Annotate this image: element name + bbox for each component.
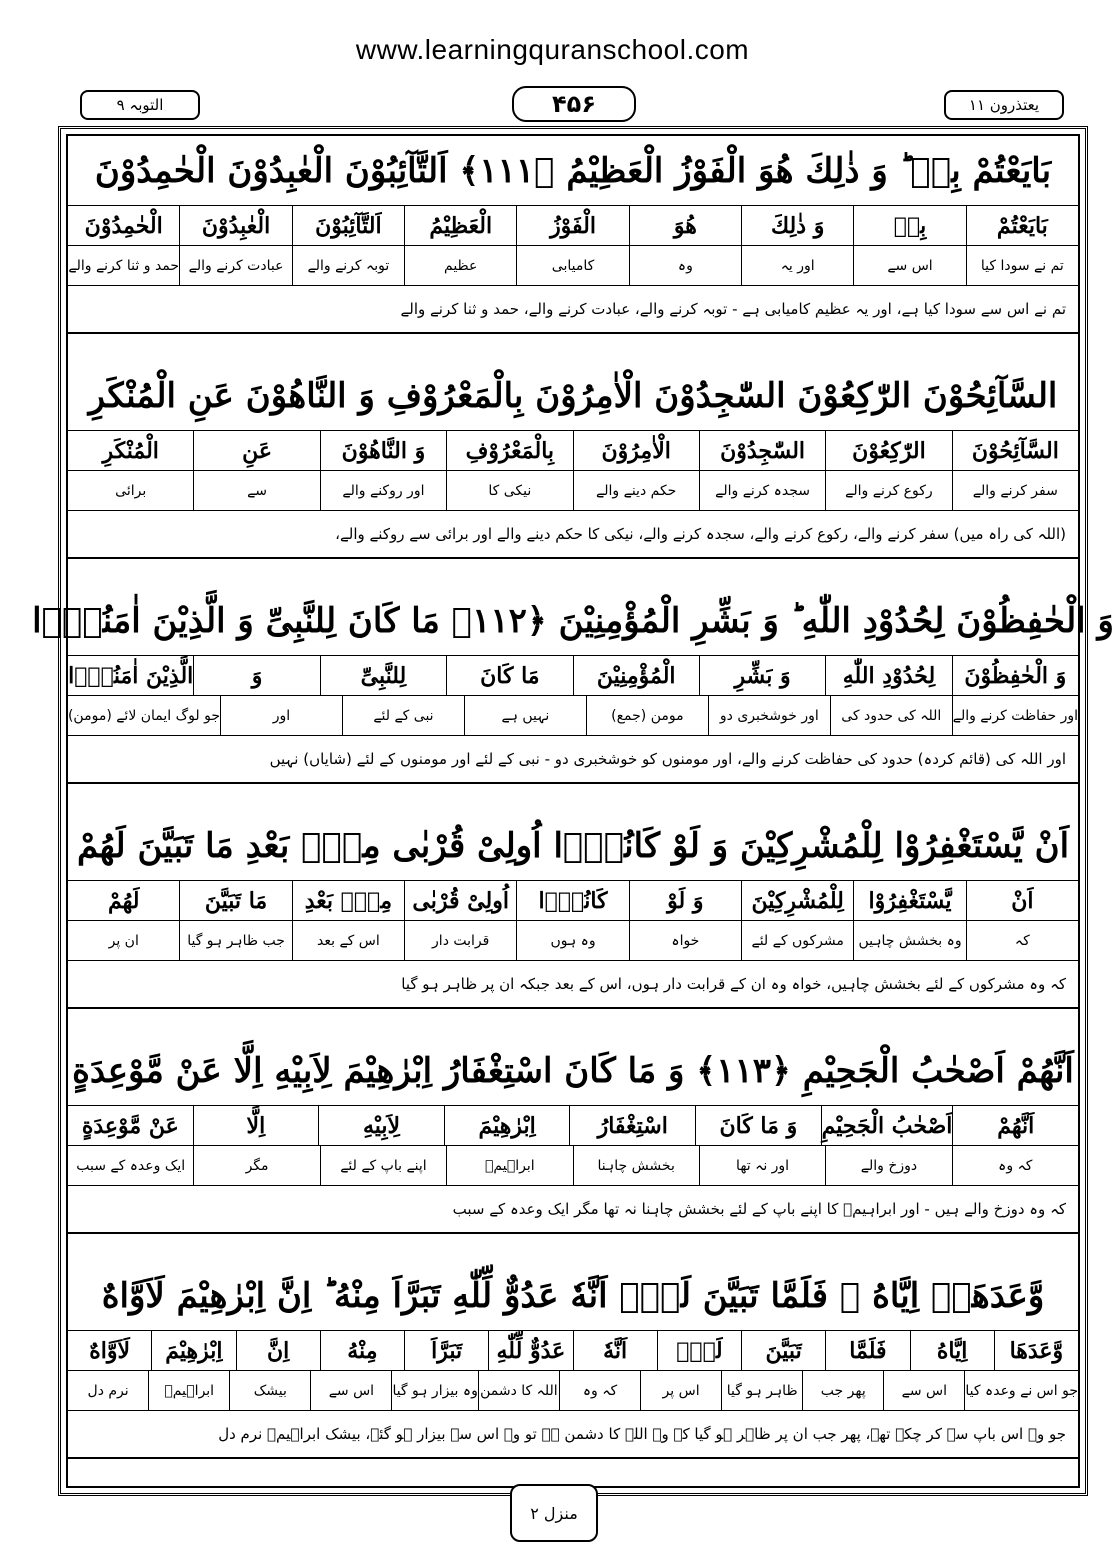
arabic-word: بِهٖ [853, 206, 965, 245]
word-meaning: عظیم [404, 246, 516, 285]
arabic-verse: وَّعَدَهَاۤ اِيَّاهُ ۚ فَلَمَّا تَبَيَّنَ لَهٗۤ اَنَّهٗ عَدُوٌّ لِّلّٰهِ تَبَرَّاَ مِنْهُ ؕ اِنَّ اِبْرٰهِيْمَ لَاَوَّاهٌ [68, 1261, 1078, 1331]
word-meaning: اس سے [883, 1371, 964, 1410]
arabic-word: تَبَرَّاَ [404, 1331, 488, 1370]
arabic-word: مَا تَبَيَّنَ [179, 881, 291, 920]
word-meaning: اور حفاظت کرنے والے [952, 696, 1078, 735]
word-meaning: برائی [115, 482, 147, 499]
word-row [68, 431, 1078, 471]
arabic-word: بَايَعْتُمْ [966, 206, 1078, 245]
word-meaning: اس پر [640, 1371, 721, 1410]
arabic-verse: بَايَعْتُمْ بِهٖ ؕ وَ ذٰلِكَ هُوَ الْفَوْزُ الْعَظِيْمُ ﴿۱۱۱﴾ اَلتَّآئِبُوْنَ الْعٰبِدُوْنَ الْحٰمِدُوْنَ [68, 136, 1078, 206]
arabic-word: اِنَّ [236, 1331, 320, 1370]
arabic-word: وَ بَشِّرِ [699, 656, 825, 695]
arabic-word: اسْتِغْفَارُ [569, 1106, 695, 1145]
word-meaning: ایک وعدہ کے سبب [76, 1157, 186, 1174]
arabic-word: وَ الْحٰفِظُوْنَ [952, 656, 1078, 695]
word-meaning: کامیابی [516, 246, 628, 285]
meaning-row [68, 921, 1078, 961]
word-meaning: اور خوشخبری دو [708, 696, 830, 735]
word-meaning: سفر کرنے والے [952, 471, 1078, 510]
arabic-word: اِيَّاهُ [910, 1331, 994, 1370]
arabic-word: بِالْمَعْرُوْفِ [446, 431, 572, 470]
arabic-word: وَ النَّاهُوْنَ [320, 431, 446, 470]
arabic-word: تَبَيَّنَ [741, 1331, 825, 1370]
arabic-word: هُوَ [629, 206, 741, 245]
arabic-word: اَنْ [966, 881, 1078, 920]
arabic-word: الْعَظِيْمُ [404, 206, 516, 245]
arabic-word: اُولِىْ قُرْبٰى [404, 881, 516, 920]
word-meaning: اور نہ تھا [699, 1146, 825, 1185]
arabic-word: عَنِ [193, 431, 319, 470]
word-meaning: سجدہ کرنے والے [699, 471, 825, 510]
arabic-word: اَصْحٰبُ الْجَحِيْمِ [821, 1106, 953, 1145]
arabic-word: كَانُوْۤا [516, 881, 628, 920]
word-meaning: سے [193, 471, 319, 510]
arabic-word: لِحُدُوْدِ اللّٰهِ [825, 656, 951, 695]
word-meaning: جو لوگ ایمان لائے (مومن) [67, 707, 221, 724]
word-meaning: کہ وہ [559, 1371, 640, 1410]
word-row [68, 1331, 1078, 1371]
word-meaning: اپنے باپ کے لئے [320, 1146, 446, 1185]
word-meaning: مشرکوں کے لئے [741, 921, 853, 960]
word-meaning: اس کے بعد [292, 921, 404, 960]
website-url: www.learningquranschool.com [355, 34, 750, 65]
arabic-word: وَ ذٰلِكَ [741, 206, 853, 245]
arabic-word: اَلتَّآئِبُوْنَ [292, 206, 404, 245]
word-meaning: اور یہ [741, 246, 853, 285]
word-meaning: کہ [966, 921, 1078, 960]
arabic-word: عَنْ مَّوْعِدَةٍ [81, 1112, 179, 1139]
word-meaning: رکوع کرنے والے [825, 471, 951, 510]
word-meaning: مومن (جمع) [586, 696, 708, 735]
arabic-word: الرّٰكِعُوْنَ [825, 431, 951, 470]
arabic-word: وَ مَا كَانَ [695, 1106, 821, 1145]
word-meaning: تم نے سودا کیا [966, 246, 1078, 285]
manzil-label: منزل ۲ [510, 1484, 598, 1542]
meaning-row [68, 1371, 1078, 1411]
page-header [72, 86, 1072, 120]
word-meaning: خواہ [629, 921, 741, 960]
word-meaning: مگر [193, 1146, 319, 1185]
word-meaning: جب ظاہر ہو گیا [179, 921, 291, 960]
word-meaning: دوزخ والے [825, 1146, 951, 1185]
word-meaning: اس سے [853, 246, 965, 285]
arabic-word: الَّذِيْنَ اٰمَنُوْۤا [68, 662, 194, 689]
para-label: یعتذرون ۱۱ [944, 90, 1064, 120]
arabic-word: لِاَبِيْهِ [318, 1106, 444, 1145]
surah-label: التوبہ ۹ [80, 90, 200, 120]
urdu-translation: (اللہ کی راہ میں) سفر کرنے والے، رکوع کرنے والے، سجدہ کرنے والے، نیکی کا حکم دینے والے اور برائی سے روکنے والے، [68, 511, 1078, 559]
word-meaning: کہ وہ [952, 1146, 1078, 1185]
arabic-word: عَدُوٌّ لِّلّٰهِ [488, 1331, 572, 1370]
arabic-word: مِنْۢ بَعْدِ [292, 881, 404, 920]
verse-section [68, 1036, 1078, 1234]
arabic-verse: اَنَّهُمْ اَصْحٰبُ الْجَحِيْمِ ﴿۱۱۳﴾ وَ مَا كَانَ اسْتِغْفَارُ اِبْرٰهِيْمَ لِاَبِيْهِ اِلَّا عَنْ مَّوْعِدَةٍ [68, 1036, 1078, 1106]
arabic-verse: اَنْ يَّسْتَغْفِرُوْا لِلْمُشْرِكِيْنَ وَ لَوْ كَانُوْۤا اُولِىْ قُرْبٰى مِنْۢ بَعْدِ مَا تَبَيَّنَ لَهُمْ [68, 811, 1078, 881]
arabic-verse: السَّآئِحُوْنَ الرّٰكِعُوْنَ السّٰجِدُوْنَ الْاٰمِرُوْنَ بِالْمَعْرُوْفِ وَ النَّاهُوْنَ عَنِ الْمُنْكَرِ [68, 361, 1078, 431]
word-row [68, 206, 1078, 246]
arabic-word: السّٰجِدُوْنَ [699, 431, 825, 470]
word-meaning: پھر جب [802, 1371, 883, 1410]
word-meaning: اللہ کی حدود کی [830, 696, 952, 735]
urdu-translation: کہ وہ دوزخ والے ہیں - اور ابراہیمؑ کا اپنے باپ کے لئے بخشش چاہنا نہ تھا مگر ایک وعدہ کے سبب [68, 1186, 1078, 1234]
arabic-word: وَ [193, 656, 319, 695]
arabic-word: الْاٰمِرُوْنَ [573, 431, 699, 470]
arabic-word: اِبْرٰهِيْمَ [444, 1106, 570, 1145]
meaning-row [68, 246, 1078, 286]
arabic-word: الْمُنْكَرِ [102, 437, 159, 464]
word-row [68, 1106, 1078, 1146]
arabic-verse: وَ الْحٰفِظُوْنَ لِحُدُوْدِ اللّٰهِ ؕ وَ بَشِّرِ الْمُؤْمِنِيْنَ ﴿۱۱۲﴾ مَا كَانَ لِلنَّبِىِّ وَ الَّذِيْنَ اٰمَنُوْۤا [68, 586, 1078, 656]
arabic-word: الْحٰمِدُوْنَ [84, 212, 163, 239]
word-meaning: اور [220, 696, 342, 735]
word-meaning: ابراہیمؑ [446, 1146, 572, 1185]
word-meaning: اور روکنے والے [320, 471, 446, 510]
word-meaning: وہ بیزار ہو گیا [391, 1371, 477, 1410]
urdu-translation: تم نے اس سے سودا کیا ہے، اور یہ عظیم کامیابی ہے - توبہ کرنے والے، عبادت کرنے والے، حمد و ثنا کرنے والے [68, 286, 1078, 334]
arabic-word: فَلَمَّا [825, 1331, 909, 1370]
word-meaning: اس سے [310, 1371, 391, 1410]
verse-section [68, 811, 1078, 1009]
arabic-word: الْفَوْزُ [516, 206, 628, 245]
arabic-word: الْمُؤْمِنِيْنَ [573, 656, 699, 695]
urdu-translation: اور اللہ کی (قائم کردہ) حدود کی حفاظت کرنے والے، اور مومنوں کو خوشخبری دو - نبی کے لئے اور مومنوں کے لئے (شایاں) نہیں [68, 736, 1078, 784]
arabic-word: اِلَّا [193, 1106, 319, 1145]
word-meaning: وہ ہوں [516, 921, 628, 960]
word-meaning: قرابت دار [404, 921, 516, 960]
arabic-word: يَّسْتَغْفِرُوْا [853, 881, 965, 920]
verse-section [68, 1261, 1078, 1459]
urdu-translation: کہ وہ مشرکوں کے لئے بخشش چاہیں، خواہ وہ ان کے قرابت دار ہوں، اس کے بعد جبکہ ان پر ظاہر ہو گیا [68, 961, 1078, 1009]
verse-section [68, 361, 1078, 559]
urdu-translation: جو وہ اس باپ سے کر چکے تھے، پھر جب ان پر ظاہر ہو گیا کہ وہ اللہ کا دشمن ہے تو وہ اس سے بیزار ہو گئے، بیشک ابراہیمؑ نرم دل [68, 1411, 1078, 1459]
arabic-word: لِلْمُشْرِكِيْنَ [741, 881, 853, 920]
word-meaning: عبادت کرنے والے [179, 246, 291, 285]
word-meaning: نرم دل [87, 1382, 129, 1399]
word-meaning: وہ [629, 246, 741, 285]
word-meaning: توبہ کرنے والے [292, 246, 404, 285]
word-meaning: بیشک [229, 1371, 310, 1410]
arabic-word: وَّعَدَهَا [994, 1331, 1078, 1370]
arabic-word: اَنَّهُمْ [952, 1106, 1078, 1145]
word-meaning: نبی کے لئے [342, 696, 464, 735]
meaning-row [68, 1146, 1078, 1186]
arabic-word: السَّآئِحُوْنَ [952, 431, 1078, 470]
arabic-word: اِبْرٰهِيْمَ [151, 1331, 235, 1370]
word-meaning: اللہ کا دشمن [478, 1371, 559, 1410]
word-meaning: وہ بخشش چاہیں [853, 921, 965, 960]
word-meaning: ظاہر ہو گیا [721, 1371, 802, 1410]
meaning-row [68, 696, 1078, 736]
verse-section [68, 136, 1078, 334]
verse-section [32, 586, 1114, 784]
arabic-word: وَ لَوْ [629, 881, 741, 920]
content-area [32, 134, 1114, 1488]
meaning-row [68, 471, 1078, 511]
arabic-word: اَنَّهٗ [573, 1331, 657, 1370]
word-meaning: نہیں ہے [464, 696, 586, 735]
word-meaning: حمد و ثنا کرنے والے [68, 257, 180, 274]
arabic-word: لَهُمْ [107, 887, 140, 914]
word-meaning: نیکی کا [446, 471, 572, 510]
word-meaning: بخشش چاہنا [573, 1146, 699, 1185]
arabic-word: لَهٗۤ [657, 1331, 741, 1370]
arabic-word: مِنْهُ [320, 1331, 404, 1370]
arabic-word: الْعٰبِدُوْنَ [179, 206, 291, 245]
word-row [68, 656, 1078, 696]
page-number: ۴۵۶ [512, 86, 636, 122]
word-meaning: ابراہیمؑ [148, 1371, 229, 1410]
word-meaning: جو اس نے وعدہ کیا [964, 1371, 1078, 1410]
arabic-word: لَاَوَّاهٌ [89, 1337, 131, 1364]
word-row [68, 881, 1078, 921]
word-meaning: حکم دینے والے [573, 471, 699, 510]
arabic-word: مَا كَانَ [446, 656, 572, 695]
word-meaning: ان پر [108, 932, 139, 949]
arabic-word: لِلنَّبِىِّ [320, 656, 446, 695]
